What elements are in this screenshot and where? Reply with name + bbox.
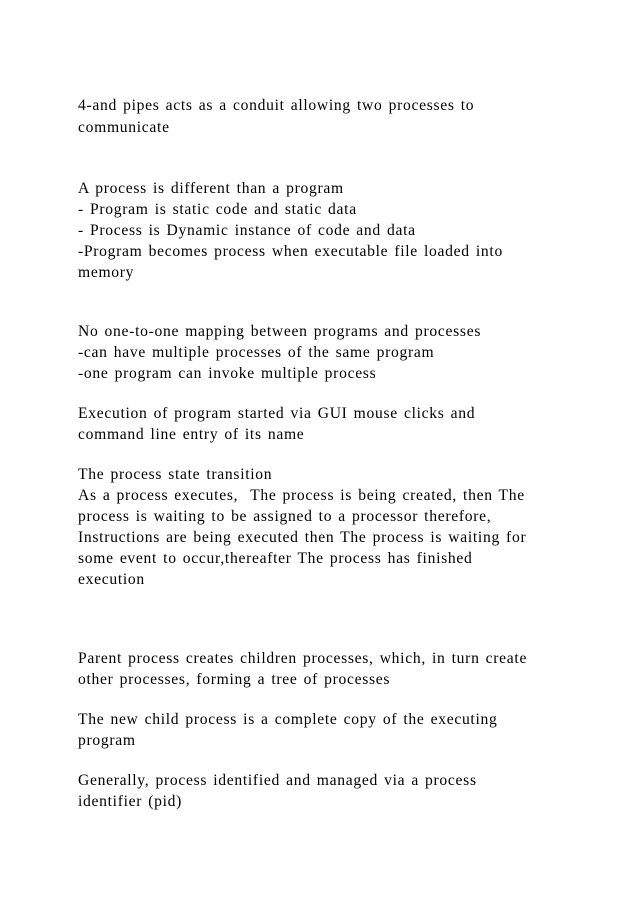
text-line: communicate xyxy=(78,119,170,136)
text-line: - Process is Dynamic instance of code and data xyxy=(78,222,416,239)
text-line: identifier (pid) xyxy=(78,793,183,810)
text-line: other processes, forming a tree of processes xyxy=(78,671,391,688)
text-line: some event to occur,thereafter The process has finished xyxy=(78,550,473,567)
text-line: command line entry of its name xyxy=(78,426,305,443)
text-line: -Program becomes process when executable file loaded into xyxy=(78,243,503,260)
text-line: As a process executes, The process is being created, then The xyxy=(78,487,525,504)
text-line: -one program can invoke multiple process xyxy=(78,365,377,382)
text-line: A process is different than a program xyxy=(78,180,344,197)
text-line: execution xyxy=(78,571,145,588)
text-line: 4-and pipes acts as a conduit allowing two processes to xyxy=(78,97,475,114)
text-line: - Program is static code and static data xyxy=(78,201,357,218)
text-line: The process state transition xyxy=(78,466,273,483)
text-line: Parent process creates children processes, which, in turn create xyxy=(78,650,528,667)
text-line: No one-to-one mapping between programs and processes xyxy=(78,323,482,340)
text-line: -can have multiple processes of the same program xyxy=(78,344,435,361)
text-line: program xyxy=(78,732,136,749)
text-line: Execution of program started via GUI mouse clicks and xyxy=(78,405,476,422)
text-line: process is waiting to be assigned to a processor therefore, xyxy=(78,508,492,525)
text-line: memory xyxy=(78,264,135,281)
text-line: Instructions are being executed then The process is waiting for xyxy=(78,529,527,546)
text-line: Generally, process identified and managed via a process xyxy=(78,772,477,789)
text-line: The new child process is a complete copy of the executing xyxy=(78,711,498,728)
